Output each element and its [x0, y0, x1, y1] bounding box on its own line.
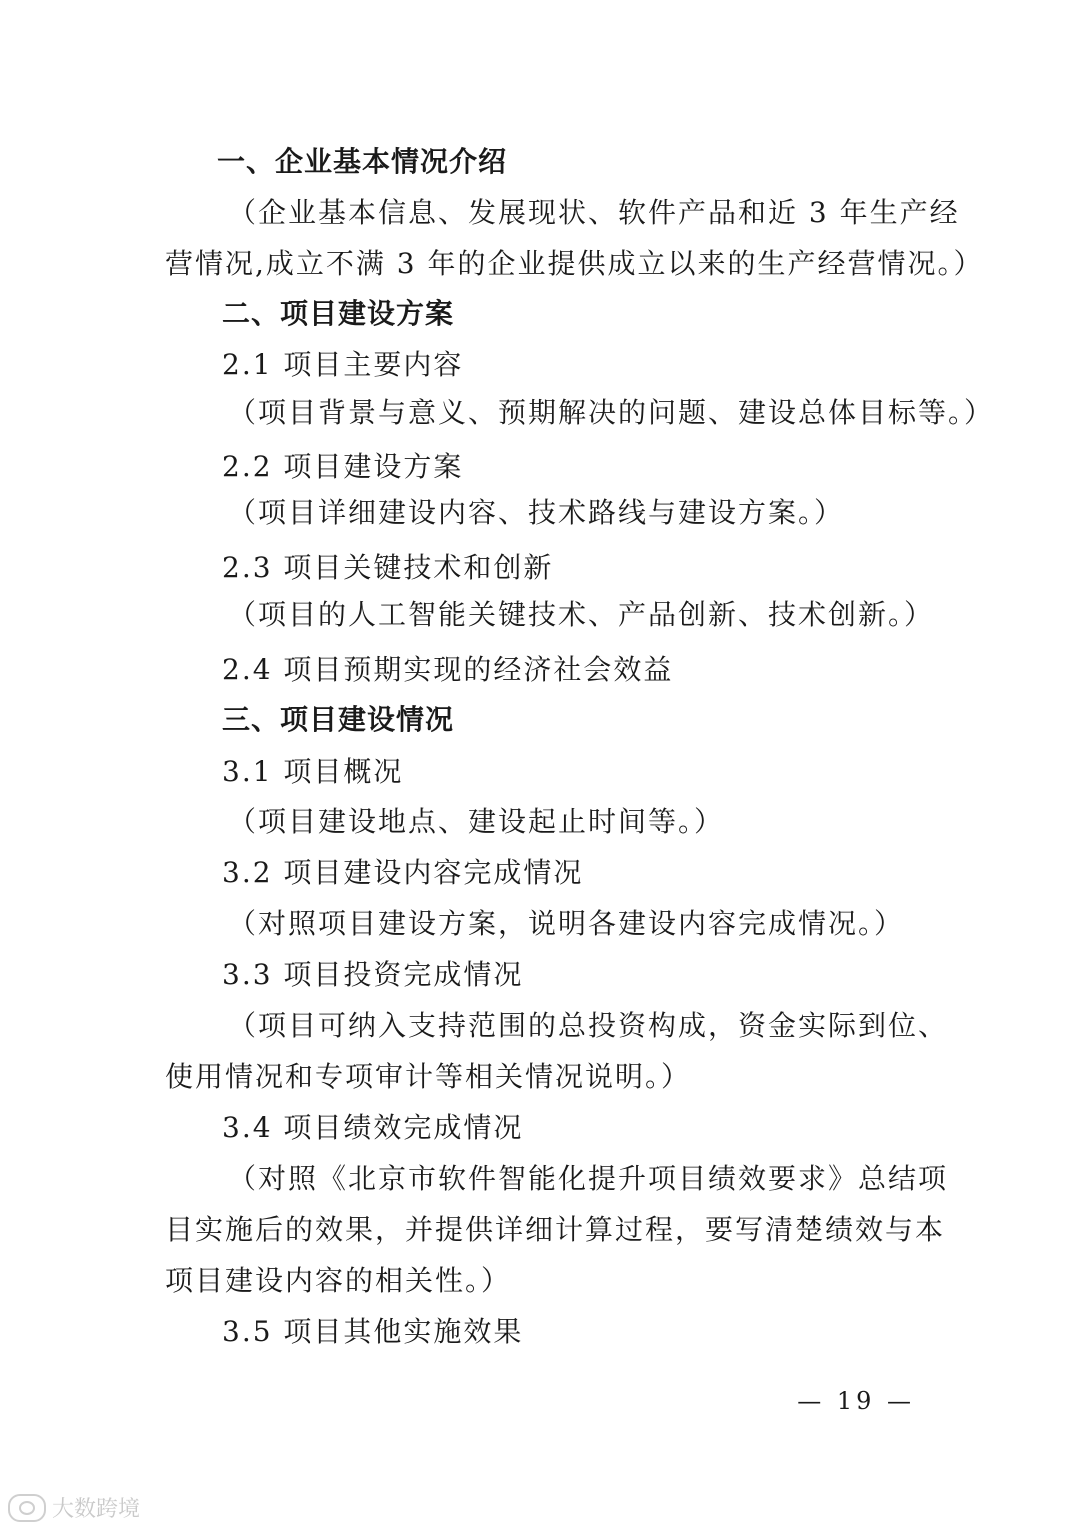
note-2-1: （项目背景与意义、预期解决的问题、建设总体目标等。）	[228, 396, 995, 429]
subsection-2-1: 2.1 项目主要内容	[222, 348, 464, 381]
page-number: — 19 —	[797, 1387, 915, 1415]
subsection-3-2: 3.2 项目建设内容完成情况	[222, 856, 584, 889]
section-heading-2: 二、项目建设方案	[222, 297, 455, 330]
paragraph-line: （企业基本信息、发展现状、软件产品和近 3 年生产经	[228, 196, 960, 229]
paragraph-line: 营情况,成立不满 3 年的企业提供成立以来的生产经营情况。）	[165, 247, 984, 280]
subsection-3-4: 3.4 项目绩效完成情况	[222, 1111, 524, 1144]
note-3-4-line2: 目实施后的效果，并提供详细计算过程，要写清楚绩效与本	[165, 1213, 946, 1246]
subsection-3-1: 3.1 项目概况	[222, 755, 404, 788]
note-3-3-line2: 使用情况和专项审计等相关情况说明。）	[165, 1060, 692, 1093]
note-3-4-line1: （对照《北京市软件智能化提升项目绩效要求》总结项	[228, 1162, 949, 1195]
watermark-text: 大数跨境	[52, 1497, 141, 1522]
note-3-4-line3: 项目建设内容的相关性。）	[165, 1264, 512, 1297]
note-2-3: （项目的人工智能关键技术、产品创新、技术创新。）	[228, 598, 935, 631]
section-heading-1: 一、企业基本情况介绍	[217, 145, 508, 178]
subsection-3-3: 3.3 项目投资完成情况	[222, 958, 524, 991]
note-3-1: （项目建设地点、建设起止时间等。）	[228, 805, 725, 838]
note-3-3-line1: （项目可纳入支持范围的总投资构成，资金实际到位、	[228, 1009, 949, 1042]
subsection-3-5: 3.5 项目其他实施效果	[222, 1315, 524, 1348]
note-3-2: （对照项目建设方案，说明各建设内容完成情况。）	[228, 907, 905, 940]
subsection-2-4: 2.4 项目预期实现的经济社会效益	[222, 653, 674, 686]
watermark-logo-icon	[8, 1494, 46, 1522]
subsection-2-2: 2.2 项目建设方案	[222, 450, 464, 483]
watermark	[8, 1492, 140, 1523]
subsection-2-3: 2.3 项目关键技术和创新	[222, 551, 554, 584]
note-2-2: （项目详细建设内容、技术路线与建设方案。）	[228, 496, 845, 529]
section-heading-3: 三、项目建设情况	[222, 703, 455, 736]
